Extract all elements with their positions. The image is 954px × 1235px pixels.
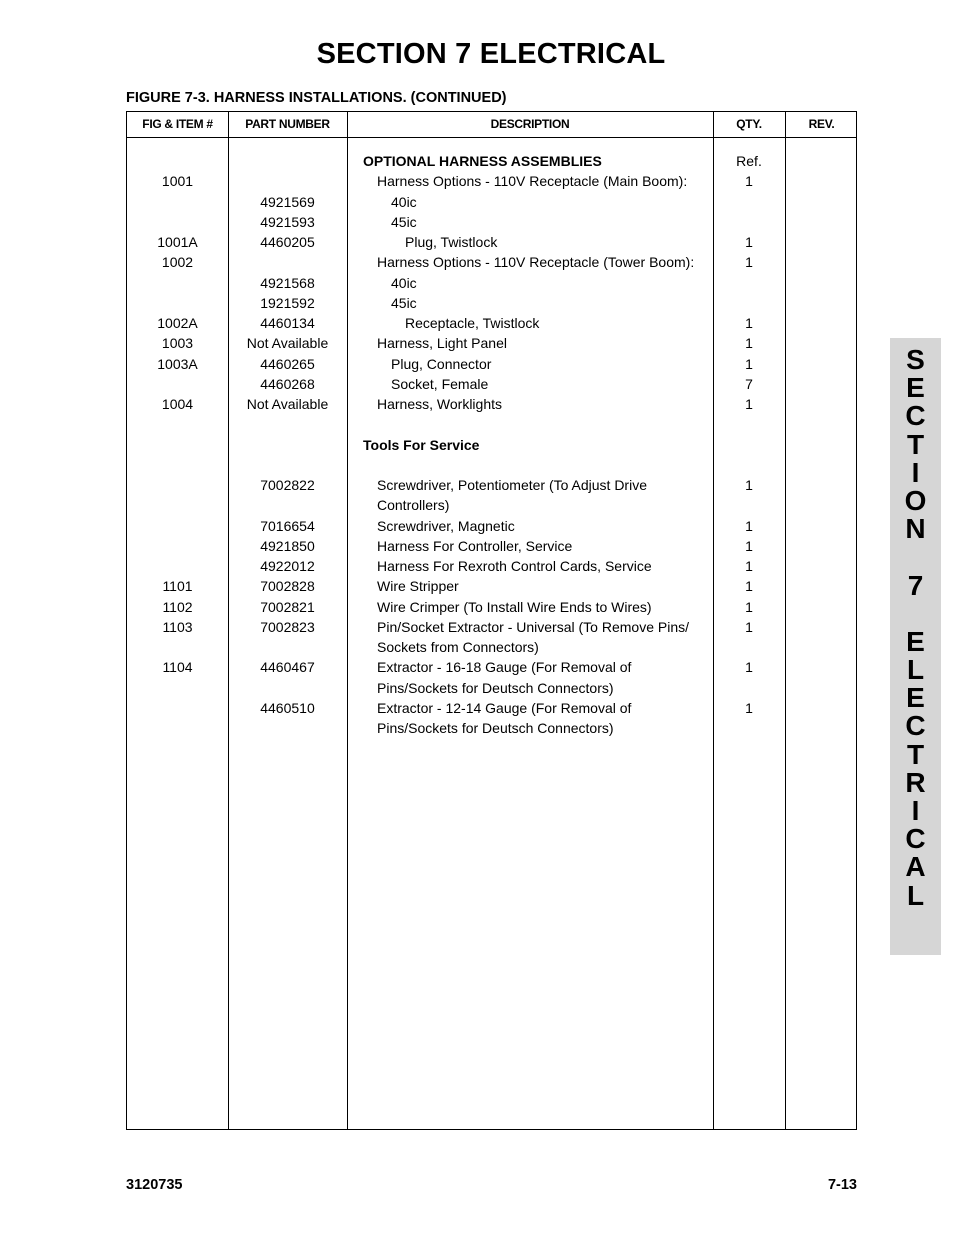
description-cell: Screwdriver, Magnetic [377, 517, 515, 534]
part-number-cell: 4460205 [260, 234, 315, 250]
parts-table [126, 111, 857, 1130]
fig-item-cell: 1104 [162, 659, 193, 676]
column-header-rev: REV. [808, 117, 835, 131]
table-row [127, 394, 858, 414]
part-number-cell: 4921568 [260, 274, 315, 291]
side-tab-letter: O [904, 484, 927, 516]
description-cell: Extractor - 16-18 Gauge (For Removal of [377, 659, 632, 676]
description-cell: Harness Options - 110V Receptacle (Main Boom): [377, 173, 688, 190]
part-number-cell: Not Available [246, 335, 329, 352]
side-tab-letter: S [906, 344, 925, 375]
column-header-part-number: PART NUMBER [245, 117, 330, 131]
part-number-cell: Not Available [246, 396, 329, 412]
qty-cell: 1 [745, 558, 753, 574]
table-row [127, 657, 858, 677]
side-tab-letter: A [905, 851, 926, 883]
part-number-cell: 7002828 [260, 578, 315, 595]
side-tab-letter: R [905, 766, 926, 798]
table-row [127, 192, 858, 212]
part-number-cell: 4460268 [260, 375, 315, 392]
description-cell: OPTIONAL HARNESS ASSEMBLIES [363, 153, 602, 169]
description-cell: Plug, Connector [391, 355, 492, 372]
qty-cell: 1 [745, 396, 753, 412]
description-cell: Extractor - 12-14 Gauge (For Removal of [377, 699, 632, 716]
side-tab-letter: T [906, 428, 925, 460]
table-row [127, 455, 858, 475]
table-row [127, 536, 858, 556]
table-row [127, 556, 858, 576]
table-row [127, 637, 858, 657]
fig-item-cell: 1102 [162, 598, 193, 615]
part-number-cell: 7002822 [260, 477, 315, 493]
side-tab-letter: I [911, 456, 920, 488]
fig-item-cell: 1002A [157, 315, 198, 331]
table-row [127, 698, 858, 718]
part-number-cell: 4921569 [260, 193, 315, 210]
fig-item-cell: 1101 [162, 578, 193, 595]
description-cell: Socket, Female [391, 375, 489, 392]
qty-cell: 1 [745, 699, 753, 716]
description-cell: Harness Options - 110V Receptacle (Tower Boom): [377, 254, 695, 271]
description-cell: Plug, Twistlock [405, 234, 498, 250]
section-side-tab [890, 338, 941, 955]
qty-cell: 1 [745, 578, 753, 595]
part-number-cell: 4922012 [260, 558, 315, 574]
part-number-cell: 7002821 [260, 598, 315, 615]
side-tab-letter: 7 [907, 569, 924, 601]
description-cell: 45ic [391, 213, 417, 230]
table-row [127, 617, 858, 637]
side-tab-letter: I [911, 795, 920, 826]
table-row [127, 678, 858, 698]
side-tab-letter: T [906, 738, 925, 770]
description-cell: Harness For Controller, Service [377, 537, 573, 554]
qty-cell: 1 [745, 355, 753, 372]
table-row [127, 252, 858, 272]
table-row [127, 597, 858, 617]
qty-cell: 1 [745, 173, 753, 190]
side-tab-letter: E [906, 372, 925, 404]
qty-cell: 1 [745, 335, 753, 352]
page-number: 7-13 [827, 1177, 857, 1193]
part-number-cell: 4460510 [260, 699, 315, 716]
qty-cell: 1 [745, 254, 753, 271]
table-row [127, 171, 858, 191]
side-tab-letter: C [905, 710, 926, 742]
table-row [127, 414, 858, 434]
description-cell: Receptacle, Twistlock [405, 315, 540, 331]
side-tab-letter [890, 543, 941, 571]
description-cell: Sockets from Connectors) [377, 639, 539, 655]
table-row [127, 576, 858, 596]
figure-title: FIGURE 7-3. HARNESS INSTALLATIONS. (CONTINUED) [126, 90, 507, 106]
qty-cell: 1 [745, 477, 753, 493]
qty-cell: 1 [745, 315, 753, 331]
description-cell: Harness For Rexroth Control Cards, Service [377, 558, 652, 574]
side-tab-letter: C [905, 823, 926, 855]
description-cell: Wire Stripper [377, 578, 459, 595]
description-cell: 40ic [391, 193, 417, 210]
qty-cell: 1 [745, 517, 753, 534]
part-number-cell: 4460265 [260, 355, 315, 372]
side-tab-letters [890, 346, 941, 910]
description-cell: Harness, Worklights [377, 396, 503, 412]
qty-cell: Ref. [736, 153, 762, 169]
qty-cell: 1 [745, 598, 753, 615]
side-tab-letter: C [905, 400, 926, 432]
qty-cell: 1 [745, 537, 753, 554]
description-cell: Pins/Sockets for Deutsch Connectors) [377, 720, 614, 736]
table-row [127, 212, 858, 232]
part-number-cell: 4921850 [260, 537, 315, 554]
fig-item-cell: 1103 [162, 618, 193, 635]
table-row [127, 354, 858, 374]
part-number-cell: 7002823 [260, 618, 315, 635]
description-cell: Tools For Service [363, 436, 480, 453]
part-number-cell: 1921592 [260, 294, 315, 311]
description-cell: Pin/Socket Extractor - Universal (To Remove Pins/ [377, 618, 689, 635]
table-row [127, 718, 858, 738]
table-row [127, 333, 858, 353]
column-header-description: DESCRIPTION [490, 117, 570, 131]
fig-item-cell: 1003A [157, 355, 198, 372]
fig-item-cell: 1001 [161, 173, 194, 190]
description-cell: Wire Crimper (To Install Wire Ends to Wires) [377, 598, 652, 615]
header-divider [127, 137, 856, 138]
description-cell: Controllers) [377, 497, 450, 514]
table-row [127, 313, 858, 333]
table-row [127, 495, 858, 515]
qty-cell: 7 [745, 375, 753, 392]
fig-item-cell: 1003 [161, 335, 194, 352]
part-number-cell: 7016654 [260, 517, 315, 534]
table-row [127, 232, 858, 252]
part-number-cell: 4460134 [260, 315, 315, 331]
qty-cell: 1 [745, 234, 753, 250]
document-number: 3120735 [126, 1177, 183, 1193]
fig-item-cell: 1002 [161, 254, 194, 271]
column-header-fig-item: FIG & ITEM # [142, 117, 213, 131]
description-cell: Pins/Sockets for Deutsch Connectors) [377, 679, 614, 696]
table-row [127, 293, 858, 313]
table-row [127, 516, 858, 536]
table-row [127, 374, 858, 394]
fig-item-cell: 1004 [161, 396, 194, 412]
side-tab-letter: L [906, 654, 925, 686]
description-cell: 40ic [391, 274, 417, 291]
part-number-cell: 4921593 [260, 213, 315, 230]
column-header-qty: QTY. [736, 117, 762, 131]
table-row [127, 151, 858, 171]
table-row [127, 475, 858, 495]
side-tab-letter: E [906, 682, 925, 714]
fig-item-cell: 1001A [157, 234, 198, 250]
qty-cell: 1 [745, 659, 753, 676]
qty-cell: 1 [745, 618, 753, 635]
side-tab-letter: N [905, 513, 926, 545]
side-tab-letter: L [906, 879, 925, 911]
table-row [127, 435, 858, 455]
description-cell: Harness, Light Panel [377, 335, 507, 352]
side-tab-letter: E [906, 625, 925, 657]
section-title: SECTION 7 ELECTRICAL [316, 38, 666, 70]
description-cell: 45ic [391, 294, 417, 311]
description-cell: Screwdriver, Potentiometer (To Adjust Drive [377, 477, 647, 493]
table-row [127, 273, 858, 293]
part-number-cell: 4460467 [260, 659, 315, 676]
side-tab-letter [890, 600, 941, 628]
